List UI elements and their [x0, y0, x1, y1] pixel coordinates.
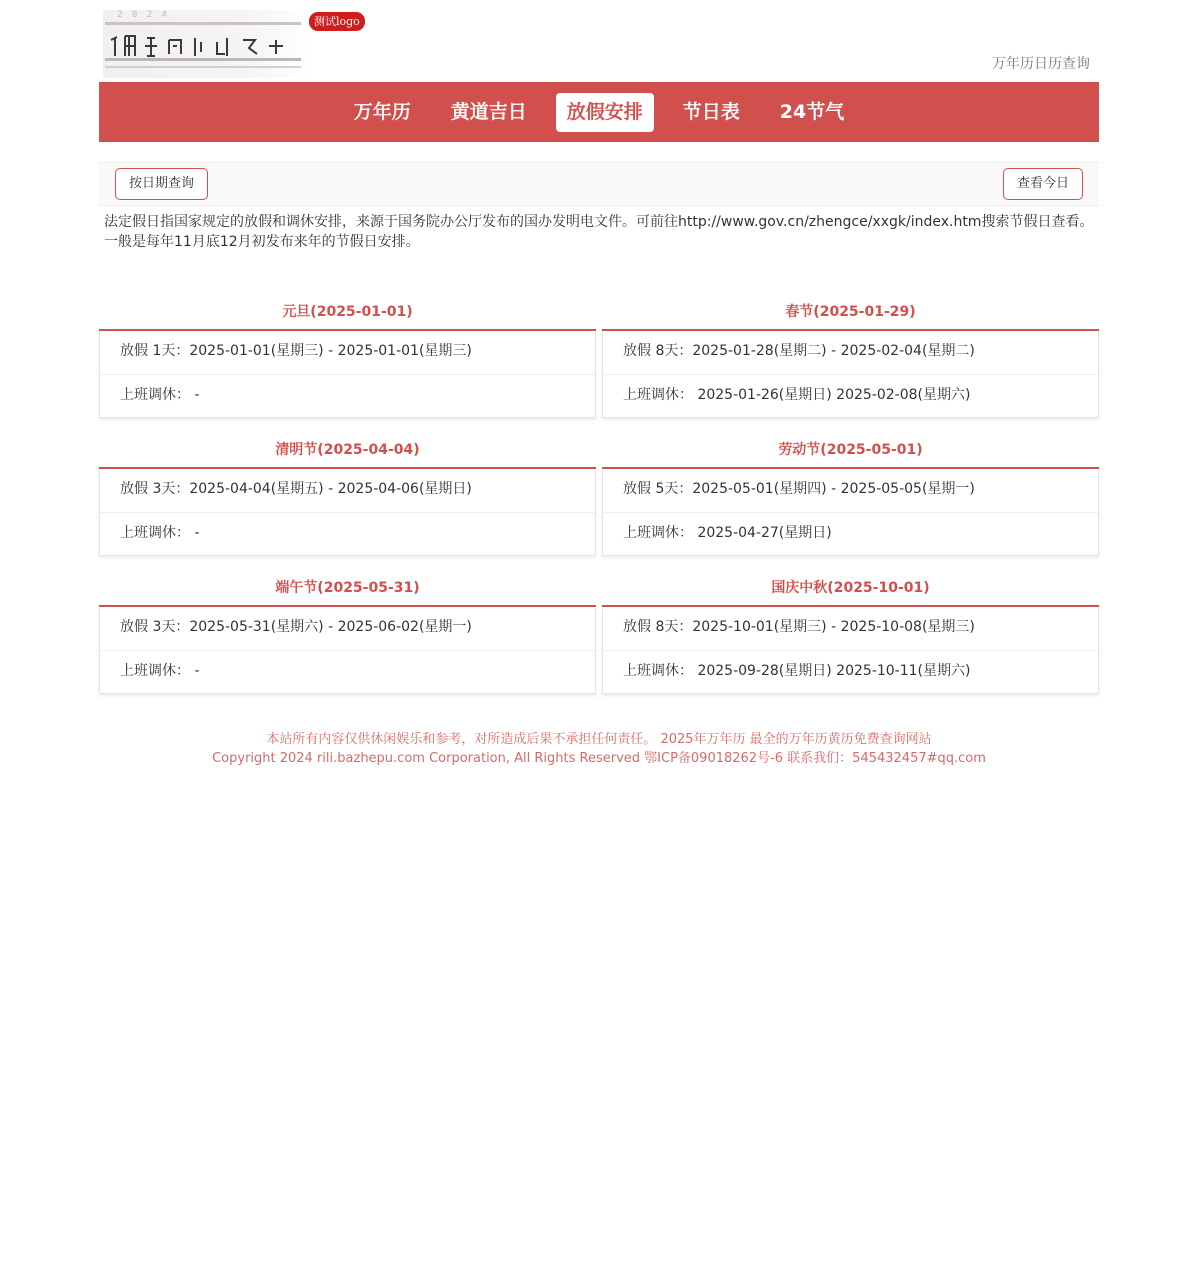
nav-item-solar-terms[interactable]: 24节气 — [779, 100, 845, 123]
site-header — [99, 0, 1099, 82]
workday-row: 上班调休： - — [100, 374, 595, 417]
logo-decor-bar — [105, 58, 301, 61]
holiday-card — [602, 438, 1099, 556]
nav-item-auspicious-days[interactable]: 黄道吉日 — [450, 100, 527, 123]
site-logo[interactable] — [103, 10, 309, 78]
logo-badge: 测试logo — [309, 12, 365, 31]
view-today-button[interactable]: 查看今日 — [1003, 168, 1083, 200]
holiday-details — [602, 331, 1099, 418]
holiday-title: 国庆中秋(2025-10-01) — [602, 576, 1099, 607]
logo-decor-bar — [105, 22, 301, 25]
holiday-details — [99, 469, 596, 556]
holiday-card — [99, 438, 596, 556]
vacation-row: 放假 3天：2025-04-04(星期五) - 2025-04-06(星期日) — [120, 481, 472, 497]
holiday-card — [99, 576, 596, 694]
toolbar — [99, 162, 1099, 206]
workday-row: 上班调休： 2025-04-27(星期日) — [603, 512, 1098, 555]
holiday-card — [99, 300, 596, 418]
holiday-details — [99, 331, 596, 418]
vacation-row: 放假 8天：2025-01-28(星期二) - 2025-02-04(星期二) — [623, 343, 975, 359]
workday-row: 上班调休： 2025-09-28(星期日) 2025-10-11(星期六) — [603, 650, 1098, 693]
holiday-card — [602, 576, 1099, 694]
holiday-title: 春节(2025-01-29) — [602, 300, 1099, 331]
query-by-date-button[interactable]: 按日期查询 — [115, 168, 208, 200]
main-nav — [99, 82, 1099, 142]
nav-item-holiday-schedule[interactable]: 放假安排 — [556, 93, 654, 132]
holiday-title: 元旦(2025-01-01) — [99, 300, 596, 331]
holiday-title: 清明节(2025-04-04) — [99, 438, 596, 469]
logo-faint-text: 2 0 2 4 — [117, 10, 169, 20]
intro-text: 法定假日指国家规定的放假和调休安排，来源于国务院办公厅发布的国办发明电文件。可前往http://www.gov.cn/zhengce/xxgk/index.htm搜索节假日查看。一般是每年11月底12月初发布来年的节假日安排。 — [104, 214, 1094, 250]
footer-disclaimer: 本站所有内容仅供休闲娱乐和参考，对所造成后果不承担任何责任。 2025年万年历 最全的万年历黄历免费查询网站 — [266, 732, 932, 747]
workday-row: 上班调休： - — [100, 512, 595, 555]
holiday-details — [602, 607, 1099, 694]
holiday-details — [602, 469, 1099, 556]
vacation-row: 放假 5天：2025-05-01(星期四) - 2025-05-05(星期一) — [623, 481, 975, 497]
logo-decor-bar — [105, 66, 301, 68]
holiday-grid — [99, 300, 1099, 694]
vacation-row: 放假 8天：2025-10-01(星期三) - 2025-10-08(星期三) — [623, 619, 975, 635]
holiday-title: 劳动节(2025-05-01) — [602, 438, 1099, 469]
nav-item-festivals[interactable]: 节日表 — [682, 100, 740, 123]
holiday-details — [99, 607, 596, 694]
workday-row: 上班调休： 2025-01-26(星期日) 2025-02-08(星期六) — [603, 374, 1098, 417]
holiday-title: 端午节(2025-05-31) — [99, 576, 596, 607]
vacation-row: 放假 1天：2025-01-01(星期三) - 2025-01-01(星期三) — [120, 343, 472, 359]
site-subtitle: 万年历日历查询 — [992, 56, 1090, 72]
vacation-row: 放假 3天：2025-05-31(星期六) - 2025-06-02(星期一) — [120, 619, 472, 635]
footer-copyright: Copyright 2024 rili.bazhepu.com Corporation, All Rights Reserved 鄂ICP备09018262号-6 联系我们：545432457#qq.com — [212, 751, 986, 766]
workday-row: 上班调休： - — [100, 650, 595, 693]
logo-scribble-graphic — [109, 32, 299, 60]
site-footer — [99, 730, 1099, 768]
holiday-card — [602, 300, 1099, 418]
nav-item-calendar[interactable]: 万年历 — [353, 100, 411, 123]
